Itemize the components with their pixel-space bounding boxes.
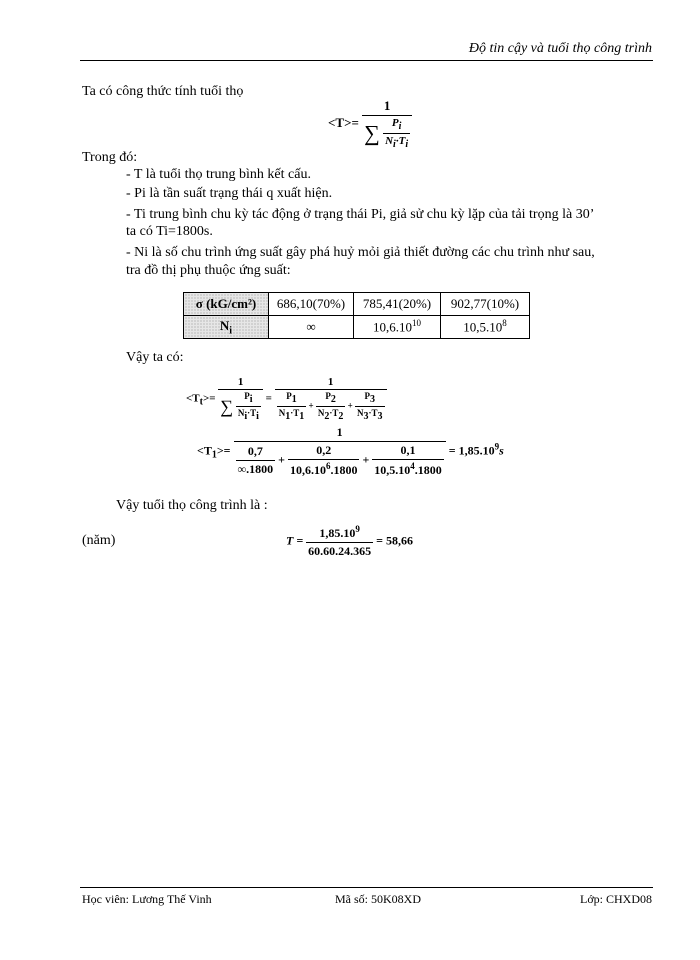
formula-numeric: $<T_1>=$ 1 $\frac{0,7}{\infty.1800}$ + $\frac{0,2}{10,6.10^6.1800}$ + $\frac{0,1}{10,5.10^4.1800}$ = $1,85.10^9s$ xyxy=(197,425,504,477)
bullet-1: - T là tuổi thọ trung bình kết cấu. xyxy=(126,167,311,182)
table-cell: 686,10(70%) xyxy=(269,293,354,316)
sigma-symbol: ∑ xyxy=(364,120,380,146)
table-cell: 10,5.10$^8$ xyxy=(441,316,530,339)
inner-fraction: $\frac{P_i}{N_i\cdot T_i}$ xyxy=(385,117,409,151)
formula-numeric-fraction: 1 $\frac{0,7}{\infty.1800}$ + $\frac{0,2}{10,6.10^6.1800}$ + $\frac{0,1}{10,5.10^4.1800}$ xyxy=(234,425,446,478)
header-divider xyxy=(80,60,653,61)
table-cell: ∞ xyxy=(269,316,354,339)
bullet-3-cont: ta có Ti=1800s. xyxy=(126,224,213,239)
stress-table xyxy=(183,292,530,339)
formula-years: T = $\frac{1,85.10^9}{60.60.24.365}$ = 58,66 xyxy=(286,524,414,558)
table-cell: 785,41(20%) xyxy=(354,293,441,316)
formula-fraction xyxy=(362,98,412,150)
footer-code: Mã số: 50K08XD xyxy=(335,892,421,906)
bullet-2: - Pi là tần suất trạng thái q xuất hiện. xyxy=(126,186,333,201)
table-row xyxy=(184,293,530,316)
footer-student: Học viên: Lương Thế Vinh xyxy=(82,892,212,906)
formula-expanded: $<T_t>=$ 1 ∑ $\frac{P_i}{N_i\cdot T_i}$ = 1 $\frac{P_1}{N_1\cdot T_1}$ + $\frac{P_2}{N_2\cdot T_2}$ + $\frac{P_3}{N_3\cdot T_3}$ xyxy=(186,376,387,422)
bullet-3: - Ti trung bình chu kỳ tác động ở trạng thái Pi, giả sử chu kỳ lặp của tải trọng là 30’ xyxy=(126,207,595,222)
table-cell: 10,6.10$^{10}$ xyxy=(354,316,441,339)
formula-lhs: <T>= xyxy=(328,115,359,131)
formula-sum-fraction: 1 ∑ $\frac{P_i}{N_i\cdot T_i}$ xyxy=(218,376,263,422)
footer-divider xyxy=(80,887,653,888)
where-label: Trong đó: xyxy=(82,150,138,165)
table-cell: 902,77(10%) xyxy=(441,293,530,316)
bullet-4: - Ni là số chu trình ứng suất gây phá huỷ mỏi giả thiết đường các chu trình như sau, xyxy=(126,245,595,260)
page-header-title: Độ tin cậy và tuổi thọ công trình xyxy=(468,41,652,56)
formula-lifetime xyxy=(328,98,412,150)
formula-terms-fraction: 1 $\frac{P_1}{N_1\cdot T_1}$ + $\frac{P_2}{N_2\cdot T_2}$ + $\frac{P_3}{N_3\cdot T_3}$ xyxy=(275,376,387,422)
conclusion-label: Vậy ta có: xyxy=(126,350,184,365)
table-header-sigma: σ (kG/cm²) xyxy=(184,293,269,316)
intro-text: Ta có công thức tính tuổi thọ xyxy=(82,84,244,99)
footer-class: Lớp: CHXD08 xyxy=(579,892,652,906)
formula-denominator xyxy=(362,115,412,150)
year-label: (năm) xyxy=(82,533,116,548)
formula-numerator: 1 xyxy=(383,98,391,113)
table-header-n: $N_i$ xyxy=(184,316,269,339)
lifetime-label: Vậy tuổi thọ công trình là : xyxy=(116,498,268,513)
table-row xyxy=(184,316,530,339)
bullet-4-cont: tra đồ thị phụ thuộc ứng suất: xyxy=(126,263,291,278)
